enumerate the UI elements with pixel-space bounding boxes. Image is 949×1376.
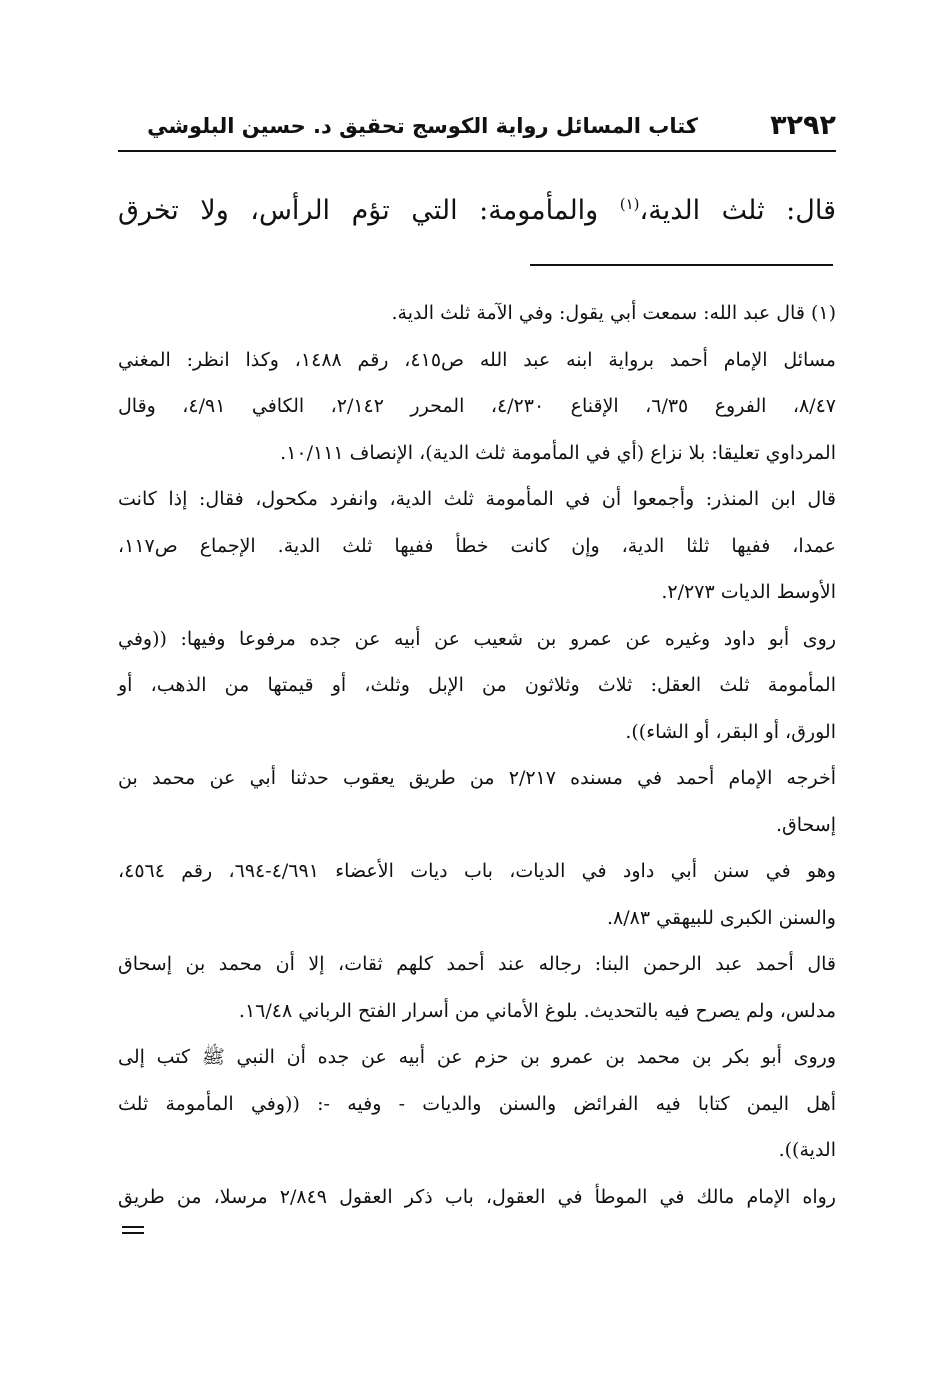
page-header [118,106,836,146]
footnote-line: أخرجه الإمام أحمد في مسنده ٢/٢١٧ من طريق يعقوب حدثنا أبي عن محمد بن [118,767,836,789]
page-number: ٣٢٩٢ [770,110,836,141]
footnote-line: أهل اليمن كتابا فيه الفرائض والسنن والديات - وفيه -: ((وفي المأمومة ثلث [118,1092,836,1115]
main-text-before: قال: ثلث الدية، [639,195,836,226]
footnote-line: رواه الإمام مالك في الموطأ في العقول، باب ذكر العقول ٢/٨٤٩ مرسلا، من طريق [118,1185,836,1208]
header-rule [118,150,836,152]
footnote-line: والسنن الكبرى للبيهقي ٨/٨٣. [607,906,836,929]
footnote-line: الأوسط الديات ٢/٢٧٣. [661,581,836,603]
footnote-marker: (١) [619,195,640,213]
running-title: كتاب المسائل رواية الكوسج تحقيق د. حسين البلوشي [147,114,698,138]
footnote-line: قال أحمد عبد الرحمن البنا: رجاله عند أحمد كلهم ثقات، إلا أن محمد بن إسحاق [118,953,836,975]
main-text-line [118,186,836,236]
footnote-line: وروى أبو بكر بن محمد بن عمرو بن حزم عن أبيه عن جده أن النبي ﷺ كتب إلى [118,1046,836,1068]
continuation-mark [122,1226,144,1234]
footnote-line: الورق، أو البقر، أو الشاء)). [625,720,836,743]
footnote-line: المرداوي تعليقا: بلا نزاع (أي في المأمومة ثلث الدية)، الإنصاف ١٠/١١١. [280,441,836,464]
footnote-line: إسحاق. [775,813,836,836]
footnote-line: ٨/٤٧، الفروع ٦/٣٥، الإقناع ٤/٢٣٠، المحرر ٢/١٤٢، الكافي ٤/٩١، وقال [118,395,836,417]
footnote-line: (١) قال عبد الله: سمعت أبي يقول: وفي الآمة ثلث الدية. [391,302,836,324]
main-text-after: والمأمومة: التي تؤم الرأس، ولا تخرق [118,195,620,226]
footnote-line: قال ابن المنذر: وأجمعوا أن في المأمومة ثلث الدية، وانفرد مكحول، فقال: إذا كانت [118,488,836,510]
footnote-line: روى أبو داود وغيره عن عمرو بن شعيب عن أبيه عن جده مرفوعا وفيها: ((وفي [118,627,836,650]
footnote-line: عمدا، ففيها ثلثا الدية، وإن كانت خطأ ففيها ثلث الدية. الإجماع ص١١٧، [118,534,837,557]
footnote-line: وهو في سنن أبي داود في الديات، باب ديات الأعضاء ٤/٦٩١-٦٩٤، رقم ٤٥٦٤، [118,860,836,882]
footnote-line: مسائل الإمام أحمد برواية ابنه عبد الله ص٤١٥، رقم ١٤٨٨، وكذا انظر: المغني [118,348,836,371]
footnotes-block [118,290,836,1220]
footnote-line: مدلس، ولم يصرح فيه بالتحديث. بلوغ الأماني من أسرار الفتح الرباني ١٦/٤٨. [238,999,836,1022]
footnote-line: المأمومة ثلث العقل: ثلاث وثلاثون من الإبل وثلث، أو قيمتها من الذهب، أو [118,674,836,696]
footnote-line: الدية)). [778,1139,836,1161]
footnote-separator [530,264,833,266]
